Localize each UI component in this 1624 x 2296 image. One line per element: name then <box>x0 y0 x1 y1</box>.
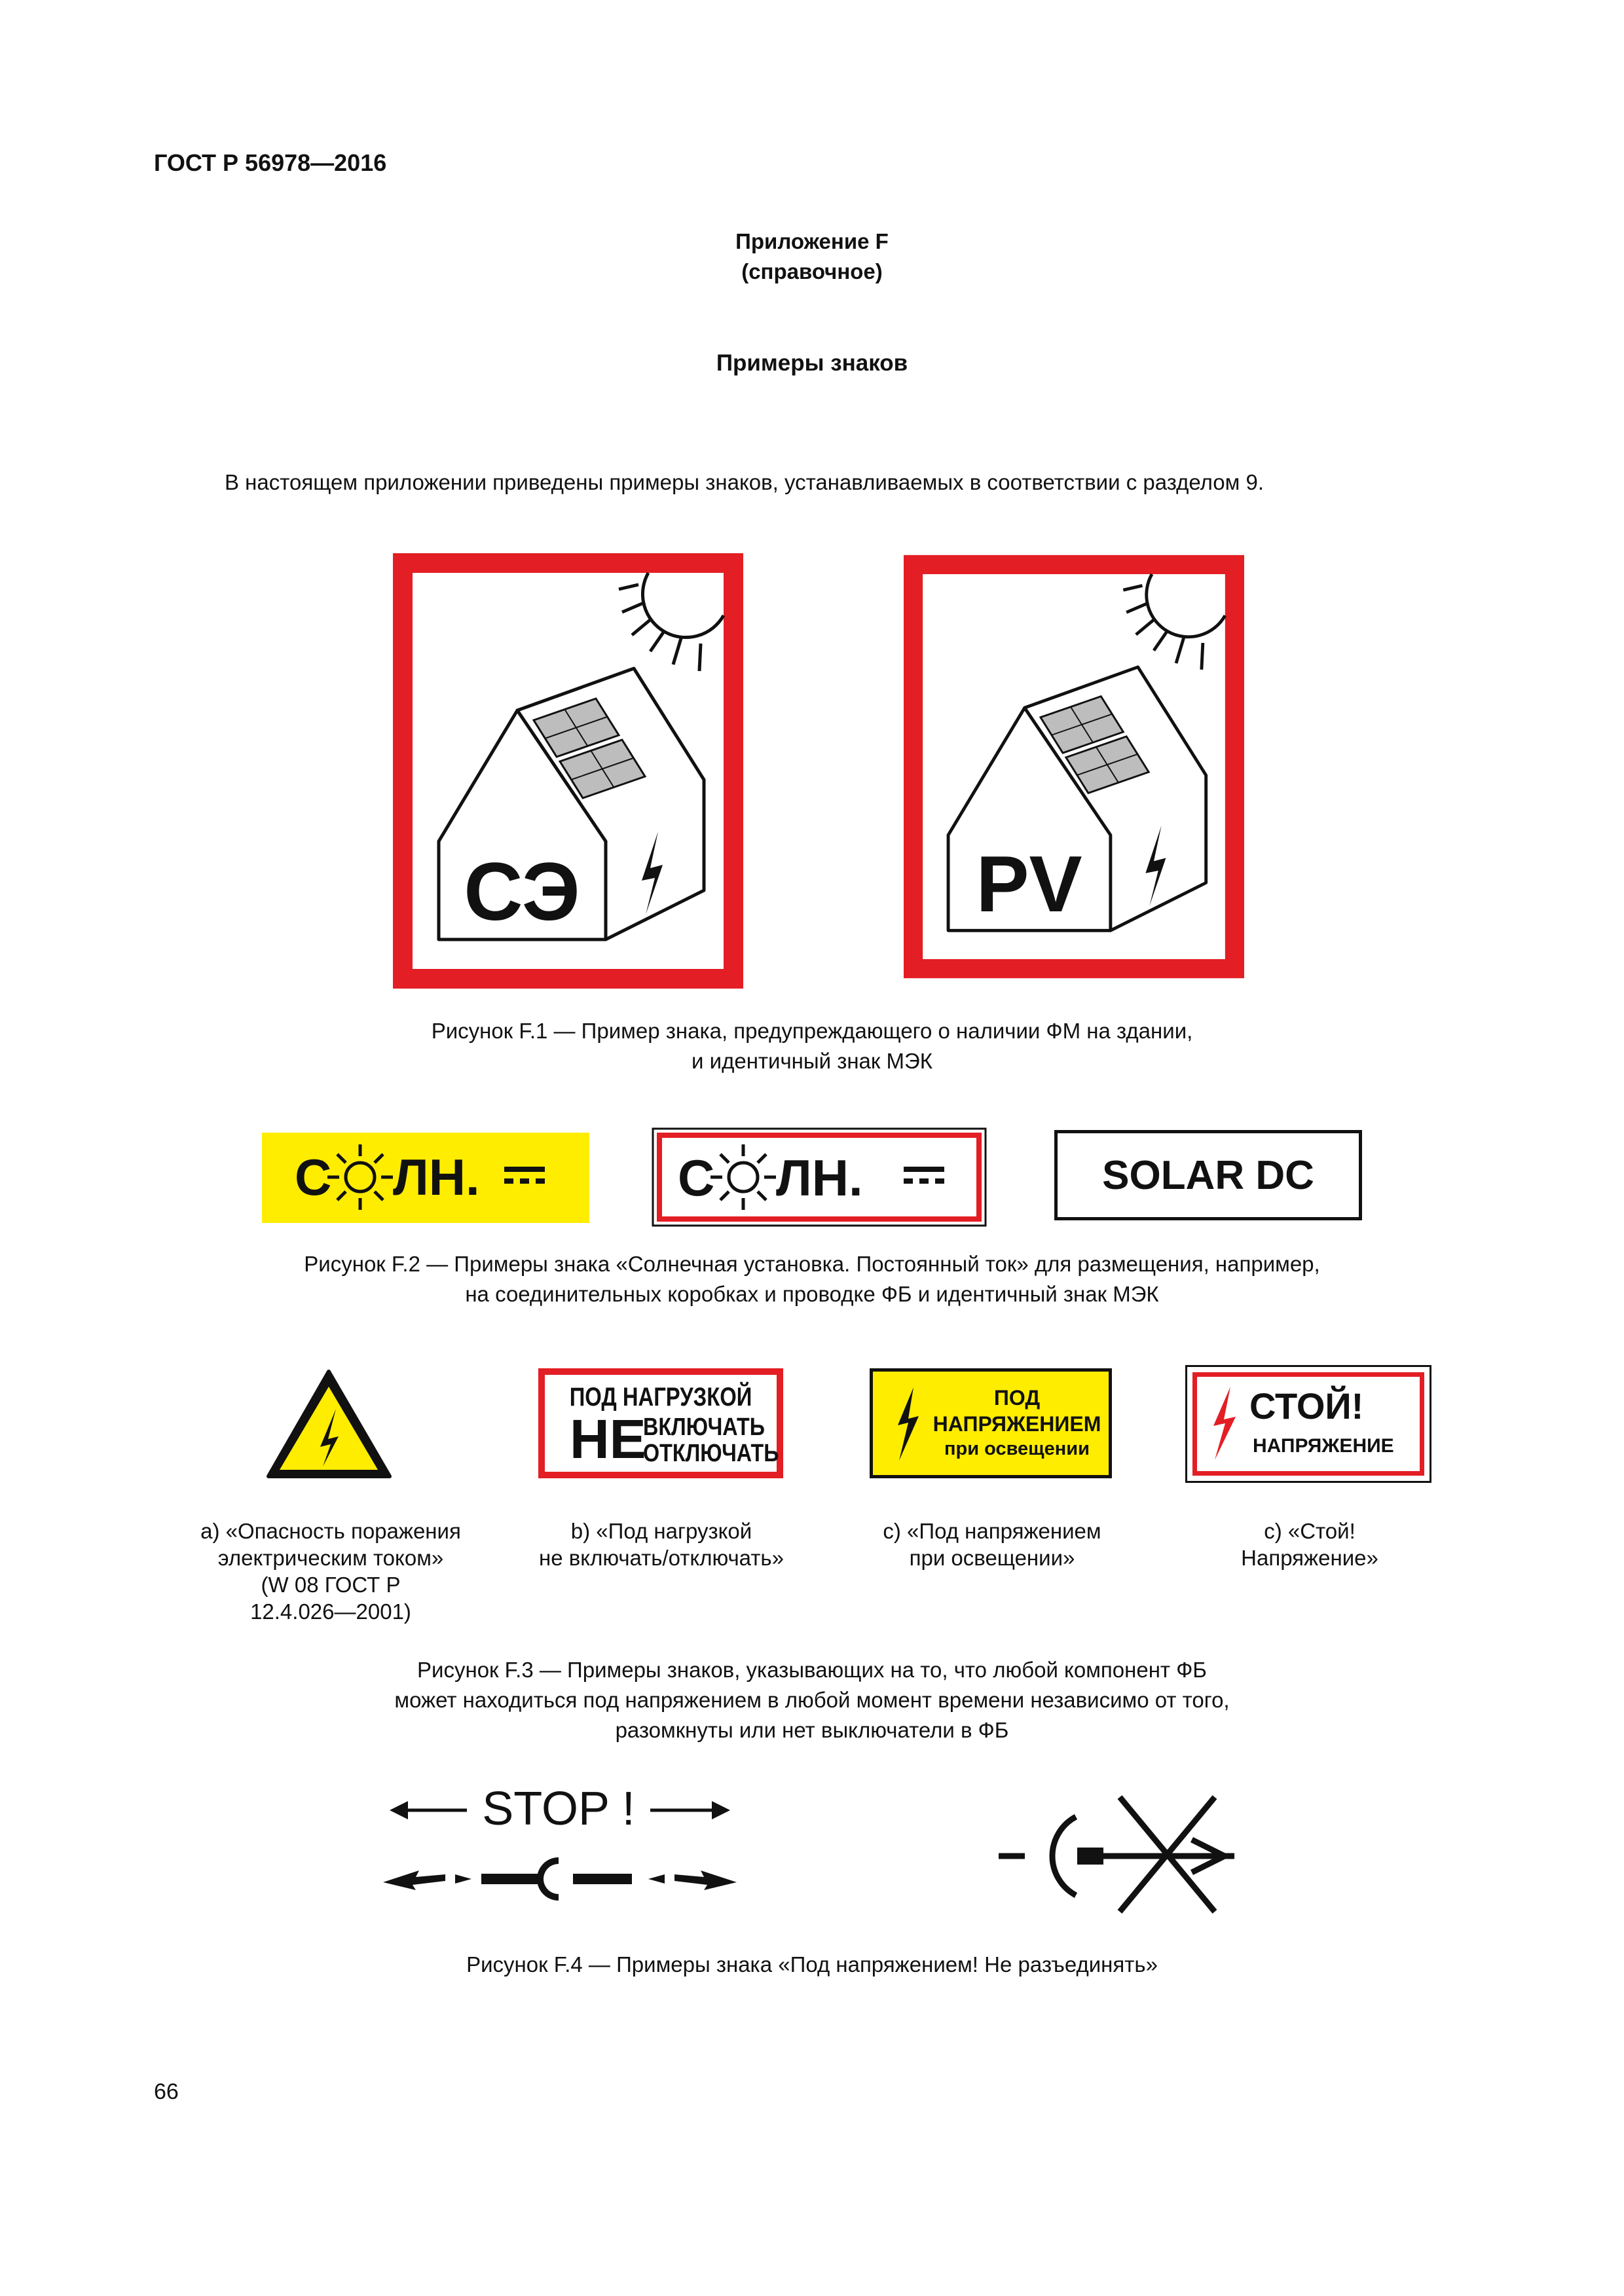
label-stop-voltage: c) «Стой! Напряжение» <box>1241 1519 1378 1570</box>
document-id: ГОСТ Р 56978—2016 <box>154 149 387 176</box>
svg-text:С: С <box>295 1148 332 1206</box>
sign-under-load: ПОД НАГРУЗКОЙ НЕ ВКЛЮЧАТЬ ОТКЛЮЧАТЬ <box>538 1368 783 1478</box>
solar-dc-sign-red-border <box>652 1127 987 1227</box>
sign-live-when-lit: ПОД НАПРЯЖЕНИЕМ при освещении <box>870 1368 1112 1478</box>
appendix-subtitle: (справочное) <box>741 259 883 283</box>
appendix-title: Приложение F <box>735 229 889 253</box>
sign-stop-voltage: СТОЙ! НАПРЯЖЕНИЕ <box>1185 1365 1431 1483</box>
figure-f1-caption: Рисунок F.1 — Пример знака, предупреждающего о наличии ФМ на здании, и идентичный знак МЭК <box>431 1019 1193 1073</box>
do-not-disconnect-stop-sign <box>383 1777 743 1915</box>
figure-f2-caption: Рисунок F.2 — Примеры знака «Солнечная установка. Постоянный ток» для размещения, например, на соединительных коробках и проводке ФБ и идентичный знак МЭК <box>304 1252 1320 1306</box>
label-electric-shock: а) «Опасность поражения электрическим током» (W 08 ГОСТ Р 12.4.026—2001) <box>200 1519 461 1624</box>
page-number: 66 <box>154 2079 179 2104</box>
appendix-heading: Примеры знаков <box>716 350 908 376</box>
svg-text:ЛН.: ЛН. <box>393 1148 480 1206</box>
label-live-when-lit: c) «Под напряжением при освещении» <box>883 1519 1101 1570</box>
pv-house-sign-latin <box>904 553 1244 980</box>
svg-text:ЛН.: ЛН. <box>776 1149 863 1207</box>
pv-house-sign-cyrillic <box>393 553 743 989</box>
lightning-icon <box>1204 1384 1244 1463</box>
intro-paragraph: В настоящем приложении приведены примеры знаков, устанавливаемых в соответствии с разделом 9. <box>225 470 1264 494</box>
sign-house-label: СЭ <box>464 847 580 938</box>
figure-f4-caption: Рисунок F.4 — Примеры знака «Под напряжением! Не разъединять» <box>466 1952 1158 1977</box>
do-not-disconnect-symbol <box>999 1781 1247 1922</box>
electric-shock-warning-triangle <box>265 1368 393 1481</box>
svg-text:С: С <box>678 1149 715 1207</box>
figure-f3-caption: Рисунок F.3 — Примеры знаков, указывающих на то, что любой компонент ФБ может находиться под напряжением в любой момент времени независимо от того, разомкнуты или нет выключатели в ФБ <box>394 1658 1230 1742</box>
solar-dc-sign-english: SOLAR DC <box>1054 1130 1362 1220</box>
solar-dc-sign-yellow <box>262 1133 589 1223</box>
plug-socket-icon <box>383 1857 737 1901</box>
lightning-icon <box>891 1385 924 1463</box>
svg-text:STOP !: STOP ! <box>482 1783 635 1835</box>
sign-house-label: PV <box>976 839 1082 929</box>
label-under-load: b) «Под нагрузкой не включать/отключать» <box>539 1519 784 1570</box>
